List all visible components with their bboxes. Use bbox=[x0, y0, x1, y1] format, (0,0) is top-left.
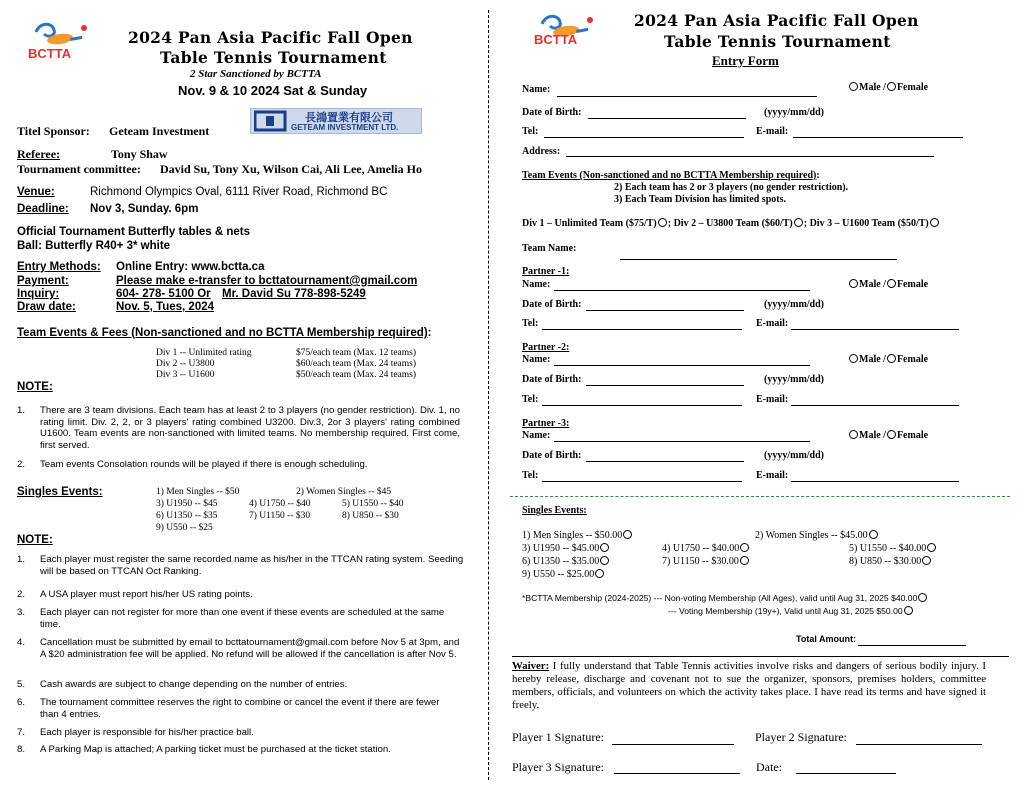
singles-label: 4) U1750 -- $40.00 bbox=[662, 543, 740, 554]
dob-hint: (yyyy/mm/dd) bbox=[764, 450, 824, 461]
membership-voting-radio[interactable] bbox=[904, 606, 913, 615]
division-name: Div 1 -- Unlimited rating bbox=[156, 348, 252, 358]
note-number: 6. bbox=[17, 697, 26, 708]
team-events-heading-colon: : bbox=[427, 327, 432, 339]
singles-item: 9) U550 -- $25 bbox=[156, 523, 213, 533]
tel-label: Tel: bbox=[522, 318, 539, 329]
player1-signature-field[interactable] bbox=[612, 744, 734, 745]
female-label: Female bbox=[896, 279, 929, 290]
name-label: Name: bbox=[522, 279, 551, 290]
name-label: Name: bbox=[522, 84, 551, 95]
player1-signature-label: Player 1 Signature: bbox=[512, 730, 604, 744]
name-field[interactable] bbox=[557, 96, 817, 97]
singles-label: 5) U1550 -- $40.00 bbox=[849, 543, 927, 554]
note-number: 1. bbox=[17, 554, 26, 565]
gender-options bbox=[848, 279, 928, 290]
membership-nonvoting bbox=[522, 593, 928, 603]
division-fee: $60/each team (Max. 24 teams) bbox=[296, 359, 417, 369]
membership-nonvoting-radio[interactable] bbox=[918, 593, 927, 602]
rule-item bbox=[17, 554, 462, 578]
singles-radio[interactable] bbox=[595, 569, 604, 578]
partner-heading: Partner -2: bbox=[522, 342, 570, 353]
singles-item: 7) U1150 -- $30 bbox=[249, 511, 311, 521]
partner-dob-field[interactable] bbox=[586, 310, 744, 311]
male-label: Male / bbox=[859, 430, 886, 441]
waiver-label: Waiver: bbox=[512, 660, 550, 672]
singles-label: 2) Women Singles -- $45.00 bbox=[755, 530, 868, 541]
partner-email-field[interactable] bbox=[791, 481, 959, 482]
singles-heading: Singles Events: bbox=[522, 505, 587, 516]
singles-radio[interactable] bbox=[623, 530, 632, 539]
partner-name-field[interactable] bbox=[554, 365, 810, 366]
section-separator bbox=[510, 496, 1010, 497]
total-amount-label: Total Amount: bbox=[796, 634, 856, 644]
tel-label: Tel: bbox=[522, 470, 539, 481]
singles-option[interactable] bbox=[849, 543, 937, 554]
singles-label: 1) Men Singles -- $50.00 bbox=[522, 530, 623, 541]
partner-email-field[interactable] bbox=[791, 329, 959, 330]
div3-radio[interactable] bbox=[930, 218, 939, 227]
email-label: E-mail: bbox=[756, 394, 789, 405]
logo-text: BCTTA bbox=[28, 46, 72, 61]
official-ball: Ball: Butterfly R40+ 3* white bbox=[17, 240, 171, 252]
note-number: 1. bbox=[17, 405, 26, 416]
rule-item bbox=[17, 727, 462, 739]
email-label: E-mail: bbox=[756, 318, 789, 329]
referee-value: Tony Shaw bbox=[111, 147, 168, 161]
membership-voting bbox=[668, 606, 914, 616]
entry-methods-label: Entry Methods: bbox=[17, 261, 101, 273]
female-radio[interactable] bbox=[887, 354, 896, 363]
partner-tel-field[interactable] bbox=[542, 329, 742, 330]
tel-label: Tel: bbox=[522, 126, 539, 137]
team-note-item bbox=[17, 405, 462, 453]
male-label: Male / bbox=[859, 279, 886, 290]
total-amount-field[interactable] bbox=[858, 645, 966, 646]
email-label: E-mail: bbox=[756, 126, 789, 137]
singles-label: 7) U1150 -- $30.00 bbox=[662, 556, 739, 567]
partner-name-field[interactable] bbox=[554, 290, 810, 291]
sanction-line: 2 Star Sanctioned by BCTTA bbox=[190, 68, 322, 80]
male-label: Male / bbox=[859, 354, 886, 365]
committee-value: David Su, Tony Xu, Wilson Cai, Ali Lee, Amelia Ho bbox=[160, 162, 422, 176]
waiver-text: I fully understand that Table Tennis activities involve risks and dangers of serious bodily injury. I hereby release, discharge and covenant not to sue the organizer, sponsors, premises holders, committee members, officials, and volunteers on which the activity takes place. I have read its terms and have signed it freely. bbox=[512, 660, 986, 711]
rule-item bbox=[17, 744, 462, 756]
inquiry-contact: Mr. David Su 778-898-5249 bbox=[222, 288, 366, 300]
dob-label: Date of Birth: bbox=[522, 450, 582, 461]
note-number: 2. bbox=[17, 589, 26, 600]
payment-value: Please make e-transfer to bcttatournament@gmail.com bbox=[116, 275, 418, 287]
note-number: 8. bbox=[17, 744, 26, 755]
singles-item: 1) Men Singles -- $50 bbox=[156, 487, 240, 497]
female-label: Female bbox=[896, 354, 929, 365]
partner-heading: Partner -1: bbox=[522, 266, 570, 277]
div3-label: ; Div 3 – U1600 Team ($50/T) bbox=[803, 218, 929, 229]
note-text: A USA player must report his/her US rating points. bbox=[40, 589, 253, 600]
email-label: E-mail: bbox=[756, 470, 789, 481]
male-radio[interactable] bbox=[849, 430, 858, 439]
page-title: 2024 Pan Asia Pacific Fall Open bbox=[128, 28, 413, 47]
player2-signature-field[interactable] bbox=[856, 744, 982, 745]
partner-dob-field[interactable] bbox=[586, 385, 744, 386]
team-events-heading bbox=[522, 170, 820, 181]
team-events-heading-colon: : bbox=[816, 170, 820, 181]
note-number: 3. bbox=[17, 607, 26, 618]
geteam-logo-icon bbox=[254, 110, 288, 132]
waiver bbox=[512, 660, 986, 712]
tel-label: Tel: bbox=[522, 394, 539, 405]
division-name: Div 2 -- U3800 bbox=[156, 359, 215, 369]
singles-radio[interactable] bbox=[740, 543, 749, 552]
singles-option[interactable] bbox=[522, 569, 605, 580]
page-subtitle: Table Tennis Tournament bbox=[160, 48, 387, 67]
singles-item: 6) U1350 -- $35 bbox=[156, 511, 218, 521]
singles-item: 2) Women Singles -- $45 bbox=[296, 487, 392, 497]
male-label: Male / bbox=[859, 82, 886, 93]
partner-dob-field[interactable] bbox=[586, 461, 744, 462]
note-text: There are 3 team divisions. Each team has at least 2 to 3 players (no gender restriction). Div. 1, no rating limit. Div. 2, 2, or 3 players' rating combined U3200. Div.3, 2or 3 players' rating combined U1600. Team events are non-sanctioned with limited teams. No membership required. First come, first served. bbox=[40, 405, 460, 451]
singles-label: 9) U550 -- $25.00 bbox=[522, 569, 595, 580]
note-text: Each player can not register for more than one event if these events are scheduled at the same time. bbox=[40, 607, 445, 630]
note-text: Cancellation must be submitted by email to bcttatournament@gmail.com before Nov 5 at 3pm, and A $20 administration fee will be applied. No refund will be allowed if the cancellation is after Nov 5. bbox=[40, 637, 460, 660]
note-number: 4. bbox=[17, 637, 26, 648]
singles-option[interactable] bbox=[662, 543, 750, 554]
team-name-label: Team Name: bbox=[522, 243, 577, 254]
committee-label: Tournament committee: bbox=[17, 162, 141, 176]
div2-radio[interactable] bbox=[794, 218, 803, 227]
singles-item: 5) U1550 -- $40 bbox=[342, 499, 404, 509]
division-fee: $75/each team (Max. 12 teams) bbox=[296, 348, 417, 358]
division-name: Div 3 -- U1600 bbox=[156, 370, 215, 380]
draw-date-label: Draw date: bbox=[17, 301, 76, 313]
partner-email-field[interactable] bbox=[791, 405, 959, 406]
date-label: Date: bbox=[756, 760, 782, 774]
female-label: Female bbox=[896, 430, 929, 441]
venue-value: Richmond Olympics Oval, 6111 River Road, Richmond BC bbox=[90, 186, 388, 198]
note-heading: NOTE: bbox=[17, 381, 53, 393]
player3-signature-field[interactable] bbox=[614, 773, 740, 774]
dob-hint: (yyyy/mm/dd) bbox=[764, 299, 824, 310]
tel-field[interactable] bbox=[544, 137, 744, 138]
sponsor-label: Titel Sponsor: bbox=[17, 124, 90, 138]
male-radio[interactable] bbox=[849, 82, 858, 91]
note-number: 2. bbox=[17, 459, 26, 470]
dob-field[interactable] bbox=[588, 118, 746, 119]
partner-heading: Partner -3: bbox=[522, 418, 570, 429]
singles-item: 3) U1950 -- $45 bbox=[156, 499, 218, 509]
team-events-heading bbox=[17, 327, 432, 339]
draw-date-value: Nov. 5, Tues, 2024 bbox=[116, 301, 215, 313]
team-name-field[interactable] bbox=[620, 259, 897, 260]
bctta-logo bbox=[532, 8, 602, 56]
singles-radio[interactable] bbox=[869, 530, 878, 539]
dob-label: Date of Birth: bbox=[522, 299, 582, 310]
note-text: A Parking Map is attached; A parking ticket must be purchased at the ticket station. bbox=[40, 744, 391, 755]
gender-options bbox=[848, 82, 928, 93]
entry-form-heading: Entry Form bbox=[712, 53, 779, 68]
singles-radio[interactable] bbox=[927, 543, 936, 552]
partner-tel-field[interactable] bbox=[542, 405, 742, 406]
singles-radio[interactable] bbox=[600, 556, 609, 565]
page-divider bbox=[488, 10, 489, 780]
sponsor-logo-english: GETEAM INVESTMENT LTD. bbox=[291, 123, 399, 132]
singles-label: 6) U1350 -- $35.00 bbox=[522, 556, 600, 567]
event-dates: Nov. 9 & 10 2024 Sat & Sunday bbox=[178, 83, 368, 98]
singles-option[interactable] bbox=[522, 556, 610, 567]
inquiry-label: Inquiry: bbox=[17, 288, 60, 300]
inquiry-phone: 604- 278- 5100 Or bbox=[116, 288, 211, 300]
referee-label: Referee: bbox=[17, 147, 61, 161]
note-text: The tournament committee reserves the right to combine or cancel the event if there are fewer than 4 entries. bbox=[40, 697, 440, 720]
female-radio[interactable] bbox=[887, 279, 896, 288]
date-field[interactable] bbox=[796, 773, 896, 774]
membership-voting-label: --- Voting Membership (19y+), Valid until Aug 31, 2025 $50.00 bbox=[668, 606, 903, 616]
form-subtitle: Table Tennis Tournament bbox=[664, 32, 891, 51]
rule-item bbox=[17, 679, 462, 691]
official-tables: Official Tournament Butterfly tables & nets bbox=[17, 226, 251, 238]
singles-option[interactable] bbox=[522, 543, 610, 554]
note2-heading: NOTE: bbox=[17, 534, 53, 546]
payment-label: Payment: bbox=[17, 275, 69, 287]
name-label: Name: bbox=[522, 354, 551, 365]
bctta-logo bbox=[26, 16, 96, 64]
rule-item bbox=[17, 637, 462, 673]
entry-methods-value: Online Entry: www.bctta.ca bbox=[116, 261, 265, 273]
male-radio[interactable] bbox=[849, 279, 858, 288]
note-text: Each player must register the same recorded name as his/her in the TTCAN rating system. Seeding will be based on TTCAN Oct Ranking. bbox=[40, 554, 464, 577]
rule-item bbox=[17, 607, 462, 631]
partner-tel-field[interactable] bbox=[542, 481, 742, 482]
deadline-value: Nov 3, Sunday. 6pm bbox=[90, 203, 199, 215]
team-events-heading-text: Team Events & Fees (Non-sanctioned and no BCTTA Membership required) bbox=[17, 327, 428, 339]
team-rule: 2) Each team has 2 or 3 players (no gender restriction). bbox=[614, 182, 849, 193]
note-text: Cash awards are subject to change depending on the number of entries. bbox=[40, 679, 348, 690]
sponsor-value: Geteam Investment bbox=[109, 124, 210, 138]
rule-item bbox=[17, 589, 462, 601]
singles-item: 8) U850 -- $30 bbox=[342, 511, 399, 521]
dob-hint: (yyyy/mm/dd) bbox=[764, 374, 824, 385]
singles-radio[interactable] bbox=[740, 556, 749, 565]
sponsor-logo-chinese: 長鴻置業有限公司 bbox=[305, 111, 393, 124]
note-text: Each player is responsible for his/her practice ball. bbox=[40, 727, 254, 738]
singles-label: 3) U1950 -- $45.00 bbox=[522, 543, 600, 554]
div1-label: Div 1 – Unlimited Team ($75/T) bbox=[522, 218, 657, 229]
email-field[interactable] bbox=[793, 137, 963, 138]
female-radio[interactable] bbox=[887, 430, 896, 439]
dob-label: Date of Birth: bbox=[522, 374, 582, 385]
female-radio[interactable] bbox=[887, 82, 896, 91]
waiver-separator bbox=[512, 656, 1009, 657]
partner-name-field[interactable] bbox=[554, 441, 810, 442]
singles-option[interactable] bbox=[755, 530, 879, 541]
note-number: 7. bbox=[17, 727, 26, 738]
deadline-label: Deadline: bbox=[17, 203, 69, 215]
dob-label: Date of Birth: bbox=[522, 107, 582, 118]
name-label: Name: bbox=[522, 430, 551, 441]
div1-radio[interactable] bbox=[658, 218, 667, 227]
male-radio[interactable] bbox=[849, 354, 858, 363]
membership-nonvoting-label: *BCTTA Membership (2024-2025) --- Non-voting Membership (All Ages), valid until Aug 31, 2025 $40.00 bbox=[522, 593, 918, 603]
singles-radio[interactable] bbox=[922, 556, 931, 565]
logo-text: BCTTA bbox=[534, 32, 578, 47]
singles-option[interactable] bbox=[849, 556, 932, 567]
female-label: Female bbox=[896, 82, 929, 93]
gender-options bbox=[848, 430, 928, 441]
singles-option[interactable] bbox=[662, 556, 750, 567]
division-fee: $50/each team (Max. 24 teams) bbox=[296, 370, 417, 380]
player2-signature-label: Player 2 Signature: bbox=[755, 730, 847, 744]
team-note-item bbox=[17, 459, 462, 471]
sponsor-logo bbox=[250, 108, 422, 134]
singles-option[interactable] bbox=[522, 530, 633, 541]
note-number: 5. bbox=[17, 679, 26, 690]
team-rule: 3) Each Team Division has limited spots. bbox=[614, 194, 786, 205]
singles-events-label: Singles Events: bbox=[17, 486, 103, 498]
singles-label: 8) U850 -- $30.00 bbox=[849, 556, 922, 567]
singles-radio[interactable] bbox=[600, 543, 609, 552]
dob-hint: (yyyy/mm/dd) bbox=[764, 107, 824, 118]
address-label: Address: bbox=[522, 146, 561, 157]
rule-item bbox=[17, 697, 462, 721]
gender-options bbox=[848, 354, 928, 365]
player3-signature-label: Player 3 Signature: bbox=[512, 760, 604, 774]
address-field[interactable] bbox=[566, 156, 934, 157]
team-events-heading-text: Team Events (Non-sanctioned and no BCTTA Membership required) bbox=[522, 170, 817, 181]
venue-label: Venue: bbox=[17, 186, 55, 198]
div2-label: ; Div 2 – U3800 Team ($60/T) bbox=[667, 218, 793, 229]
form-title: 2024 Pan Asia Pacific Fall Open bbox=[634, 11, 919, 30]
singles-item: 4) U1750 -- $40 bbox=[249, 499, 311, 509]
note-text: Team events Consolation rounds will be played if there is enough scheduling. bbox=[40, 459, 368, 470]
division-options bbox=[522, 218, 940, 229]
